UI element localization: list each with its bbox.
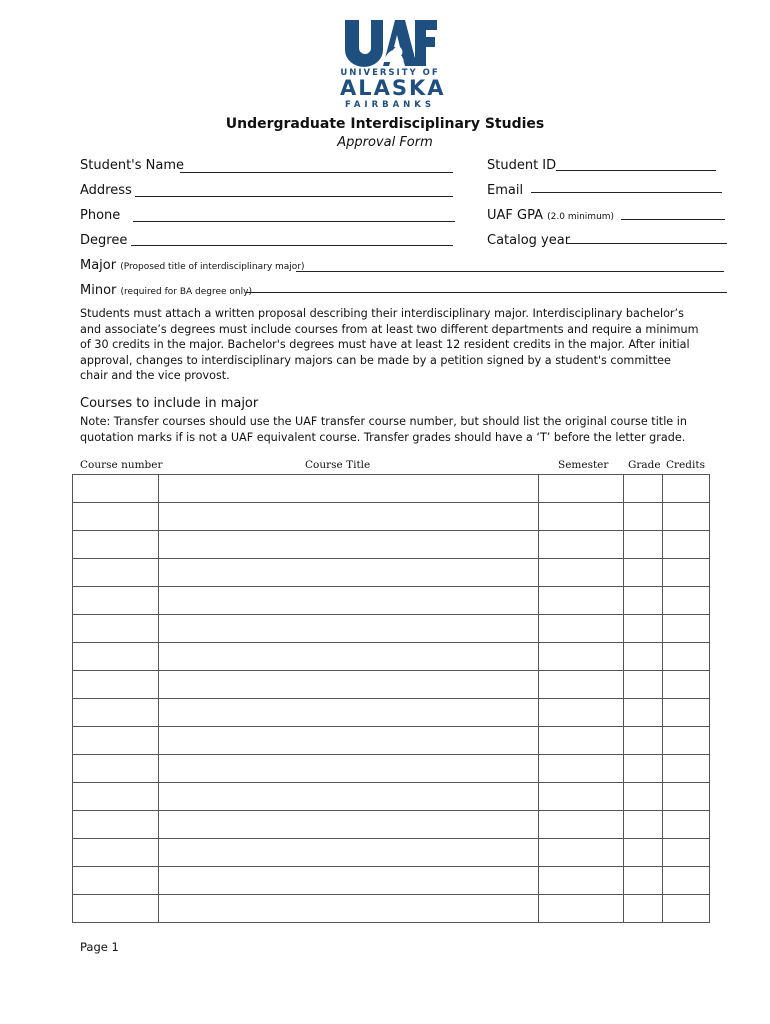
course-title-cell[interactable]	[159, 615, 539, 643]
course-title-cell[interactable]	[159, 839, 539, 867]
grade-cell[interactable]	[624, 727, 663, 755]
catalog-year-label: Catalog year	[487, 233, 571, 248]
course-number-cell[interactable]	[73, 615, 159, 643]
uaf-logo	[340, 16, 446, 110]
minor-text: Minor	[80, 283, 117, 298]
credits-cell[interactable]	[663, 503, 710, 531]
course-title-cell[interactable]	[159, 783, 539, 811]
table-row	[73, 839, 710, 867]
uaf-gpa-text: UAF GPA	[487, 208, 543, 223]
courses-note: Note: Transfer courses should use the UAF transfer course number, but should list the original course title in quotation marks if is not a UAF equivalent course. Transfer grades should have a ‘T’ before the letter grade.	[80, 415, 687, 444]
col-course-title: Course Title	[305, 459, 371, 471]
minor-label	[80, 283, 252, 298]
grade-cell[interactable]	[624, 643, 663, 671]
course-title-cell[interactable]	[159, 503, 539, 531]
instructions-paragraph: Students must attach a written proposal describing their interdisciplinary major. Interdisciplinary bachelor’s and associate’s degrees must include courses from at least two different departments and require a minimum of 30 credits in the major. Bachelor's degrees must have at least 12 resident credits in the major. After initial approval, changes to interdisciplinary majors can be made by a petition signed by a student's committee chair and the vice provost.	[80, 307, 699, 382]
semester-cell[interactable]	[539, 587, 624, 615]
table-row	[73, 811, 710, 839]
grade-cell[interactable]	[624, 503, 663, 531]
table-row	[73, 531, 710, 559]
credits-cell[interactable]	[663, 783, 710, 811]
semester-cell[interactable]	[539, 475, 624, 503]
table-row	[73, 671, 710, 699]
major-note: (Proposed title of interdisciplinary major)	[120, 262, 305, 272]
credits-cell[interactable]	[663, 867, 710, 895]
table-row	[73, 503, 710, 531]
course-title-cell[interactable]	[159, 895, 539, 923]
credits-cell[interactable]	[663, 615, 710, 643]
grade-cell[interactable]	[624, 895, 663, 923]
course-title-cell[interactable]	[159, 755, 539, 783]
course-number-cell[interactable]	[73, 643, 159, 671]
table-row	[73, 475, 710, 503]
course-number-cell[interactable]	[73, 839, 159, 867]
course-title-cell[interactable]	[159, 587, 539, 615]
email-label: Email	[487, 183, 524, 198]
course-title-cell[interactable]	[159, 475, 539, 503]
credits-cell[interactable]	[663, 839, 710, 867]
credits-cell[interactable]	[663, 699, 710, 727]
uaf-gpa-note: (2.0 minimum)	[547, 212, 615, 222]
credits-cell[interactable]	[663, 671, 710, 699]
credits-cell[interactable]	[663, 755, 710, 783]
grade-cell[interactable]	[624, 615, 663, 643]
credits-cell[interactable]	[663, 559, 710, 587]
phone-field[interactable]	[133, 221, 455, 222]
course-title-cell[interactable]	[159, 699, 539, 727]
course-number-cell[interactable]	[73, 755, 159, 783]
grade-cell[interactable]	[624, 671, 663, 699]
logo-fairbanks: FAIRBANKS	[345, 100, 435, 110]
major-text: Major	[80, 258, 117, 273]
major-label	[80, 258, 305, 273]
table-row	[73, 755, 710, 783]
logo-university-of: UNIVERSITY OF	[340, 68, 440, 78]
credits-cell[interactable]	[663, 475, 710, 503]
credits-cell[interactable]	[663, 643, 710, 671]
grade-cell[interactable]	[624, 475, 663, 503]
minor-note: (required for BA degree only)	[120, 287, 252, 297]
table-row	[73, 727, 710, 755]
course-title-cell[interactable]	[159, 671, 539, 699]
course-number-cell[interactable]	[73, 475, 159, 503]
course-number-cell[interactable]	[73, 811, 159, 839]
uaf-logo-mark	[343, 16, 437, 68]
email-field[interactable]	[531, 192, 722, 193]
semester-cell[interactable]	[539, 615, 624, 643]
table-row	[73, 615, 710, 643]
table-row	[73, 783, 710, 811]
course-number-cell[interactable]	[73, 867, 159, 895]
semester-cell[interactable]	[539, 727, 624, 755]
grade-cell[interactable]	[624, 867, 663, 895]
credits-cell[interactable]	[663, 895, 710, 923]
uaf-gpa-field[interactable]	[621, 219, 725, 220]
col-course-number: Course number	[80, 459, 163, 471]
grade-cell[interactable]	[624, 811, 663, 839]
col-semester: Semester	[558, 459, 609, 471]
grade-cell[interactable]	[624, 559, 663, 587]
semester-cell[interactable]	[539, 755, 624, 783]
credits-cell[interactable]	[663, 587, 710, 615]
address-field[interactable]	[135, 196, 453, 197]
course-title-cell[interactable]	[159, 643, 539, 671]
course-title-cell[interactable]	[159, 867, 539, 895]
semester-cell[interactable]	[539, 643, 624, 671]
uaf-gpa-label	[487, 208, 614, 223]
semester-cell[interactable]	[539, 867, 624, 895]
grade-cell[interactable]	[624, 587, 663, 615]
student-id-field[interactable]	[556, 170, 716, 171]
semester-cell[interactable]	[539, 503, 624, 531]
semester-cell[interactable]	[539, 895, 624, 923]
semester-cell[interactable]	[539, 699, 624, 727]
semester-cell[interactable]	[539, 531, 624, 559]
semester-cell[interactable]	[539, 671, 624, 699]
minor-field[interactable]	[246, 292, 727, 293]
student-id-label: Student ID	[487, 158, 557, 173]
address-label: Address	[80, 183, 132, 198]
form-title: Undergraduate Interdisciplinary Studies	[225, 116, 545, 132]
logo-alaska: ALASKA	[340, 76, 446, 100]
grade-cell[interactable]	[624, 531, 663, 559]
course-number-cell[interactable]	[73, 531, 159, 559]
credits-cell[interactable]	[663, 727, 710, 755]
courses-table	[72, 474, 710, 923]
courses-table-body	[73, 475, 710, 923]
course-number-cell[interactable]	[73, 671, 159, 699]
table-row	[73, 559, 710, 587]
table-row	[73, 867, 710, 895]
semester-cell[interactable]	[539, 811, 624, 839]
course-number-cell[interactable]	[73, 699, 159, 727]
semester-cell[interactable]	[539, 783, 624, 811]
page-number: Page 1	[80, 940, 119, 954]
course-title-cell[interactable]	[159, 531, 539, 559]
course-title-cell[interactable]	[159, 811, 539, 839]
course-title-cell[interactable]	[159, 559, 539, 587]
semester-cell[interactable]	[539, 839, 624, 867]
semester-cell[interactable]	[539, 559, 624, 587]
grade-cell[interactable]	[624, 783, 663, 811]
credits-cell[interactable]	[663, 531, 710, 559]
student-name-field[interactable]	[180, 172, 453, 173]
grade-cell[interactable]	[624, 755, 663, 783]
catalog-year-field[interactable]	[566, 243, 727, 244]
table-row	[73, 587, 710, 615]
table-row	[73, 895, 710, 923]
course-title-cell[interactable]	[159, 727, 539, 755]
course-number-cell[interactable]	[73, 587, 159, 615]
course-number-cell[interactable]	[73, 895, 159, 923]
degree-label: Degree	[80, 233, 128, 248]
form-subtitle: Approval Form	[337, 135, 433, 150]
degree-field[interactable]	[131, 245, 453, 246]
student-name-label: Student's Name	[80, 158, 185, 173]
phone-label: Phone	[80, 208, 121, 223]
course-number-cell[interactable]	[73, 727, 159, 755]
course-number-cell[interactable]	[73, 503, 159, 531]
courses-heading: Courses to include in major	[80, 396, 259, 411]
col-credits: Credits	[666, 459, 705, 471]
credits-cell[interactable]	[663, 811, 710, 839]
grade-cell[interactable]	[624, 839, 663, 867]
grade-cell[interactable]	[624, 699, 663, 727]
col-grade: Grade	[628, 459, 661, 471]
table-row	[73, 699, 710, 727]
course-number-cell[interactable]	[73, 559, 159, 587]
table-row	[73, 643, 710, 671]
course-number-cell[interactable]	[73, 783, 159, 811]
major-field[interactable]	[296, 271, 724, 272]
